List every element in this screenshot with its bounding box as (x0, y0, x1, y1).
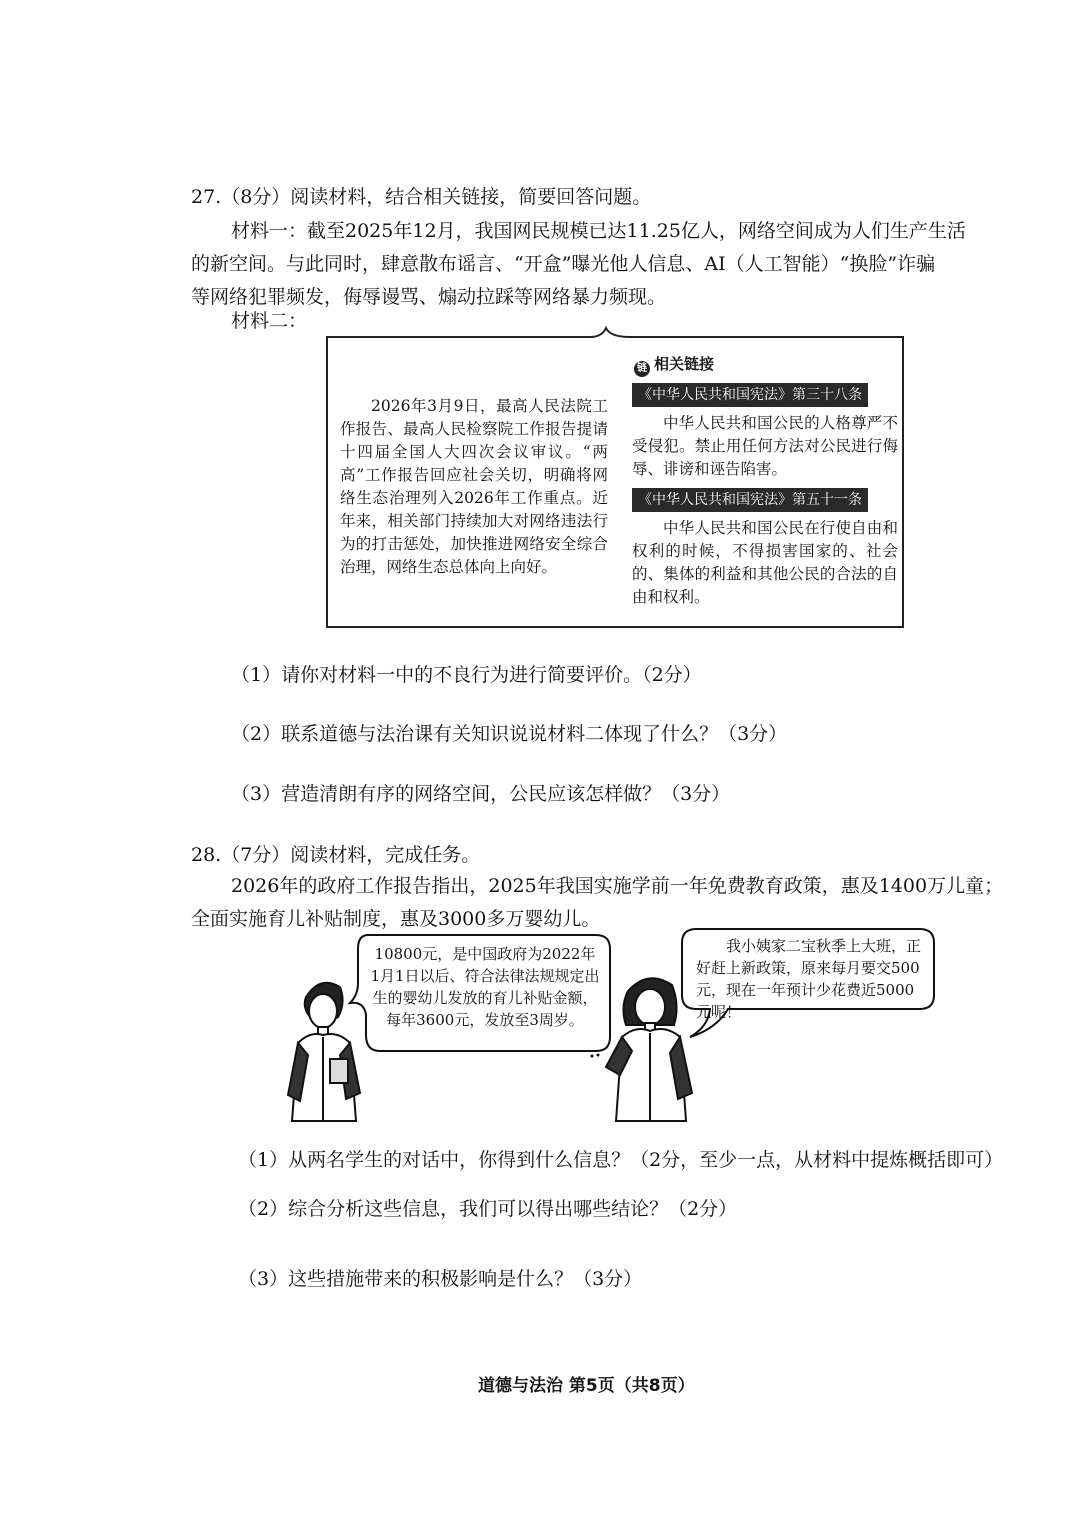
law1-block (632, 383, 898, 481)
girl-bubble-text: 我小姨家二宝秋季上大班，正好赶上新政策，原来每月要交500元，现在一年预计少花费近5000元呢！ (696, 937, 922, 1021)
law1-header: 《中华人民共和国宪法》第三十八条 (632, 383, 868, 407)
material2-label: 材料二： (231, 310, 308, 332)
q28-sub-question-3: （3）这些措施带来的积极影响是什么？（3分） (238, 1268, 643, 1290)
q28-material-line-2: 全面实施育儿补贴制度，惠及3000多万婴幼儿。 (191, 908, 601, 930)
q28-sub-question-2: （2）综合分析这些信息，我们可以得出哪些结论？（2分） (238, 1198, 738, 1220)
q27-sub-question-1: （1）请你对材料一中的不良行为进行简要评价。（2分） (231, 664, 702, 686)
girl-student-figure (606, 978, 692, 1121)
page-footer: 道德与法治 第5页（共8页） (478, 1376, 695, 1396)
related-link-title (634, 354, 714, 377)
law2-header: 《中华人民共和国宪法》第五十一条 (632, 488, 868, 512)
material1-line-3: 等网络犯罪频发，侮辱谩骂、煽动拉踩等网络暴力频现。 (191, 286, 667, 308)
q27-material1 (191, 215, 1011, 314)
q28-sub-question-1: （1）从两名学生的对话中，你得到什么信息？（2分，至少一点，从材料中提炼概括即可） (238, 1149, 1004, 1171)
q27-sub-question-2: （2）联系道德与法治课有关知识说说材料二体现了什么？（3分） (231, 723, 788, 745)
material1-line-1: 材料一：截至2025年12月，我国网民规模已达11.25亿人，网络空间成为人们生产生活 (231, 220, 966, 242)
law2-block (632, 488, 898, 609)
q28-heading: 28.（7分）阅读材料，完成任务。 (191, 844, 481, 866)
related-link-label: 相关链接 (654, 355, 715, 373)
link-icon: 链 (634, 361, 650, 377)
gesture-mark (597, 1054, 600, 1057)
law2-text: 中华人民共和国公民在行使自由和权利的时候，不得损害国家的、社会的、集体的利益和其他公民的合法的自由和权利。 (632, 519, 898, 606)
box-notch (590, 326, 630, 350)
law1-text: 中华人民共和国公民的人格尊严不受侵犯。禁止用任何方法对公民进行侮辱、诽谤和诬告陷害。 (632, 414, 898, 478)
q27-sub-question-3: （3）营造清朗有序的网络空间，公民应该怎样做？（3分） (231, 783, 731, 805)
q28-material-line-1: 2026年的政府工作报告指出，2025年我国实施学前一年免费教育政策，惠及1400万儿童； (231, 875, 1004, 897)
q27-heading: 27.（8分）阅读材料，结合相关链接，简要回答问题。 (191, 186, 652, 208)
material2-text: 2026年3月9日，最高人民法院工作报告、最高人民检察院工作报告提请十四届全国人大四次会议审议。“两高”工作报告回应社会关切，明确将网络生态治理列入2026年工作重点。近年来，相关部门持续加大对网络违法行为的打击惩处，加快推进网络安全综合治理，网络生态总体向上向好。 (340, 397, 608, 576)
material1-line-2: 的新空间。与此同时，肆意散布谣言、“开盒”曝光他人信息、AI（人工智能）“换脸”诈骗 (191, 253, 936, 275)
boy-bubble-text: 10800元，是中国政府为2022年1月1日以后、符合法律法规规定出生的婴幼儿发放的育儿补贴金额，每年3600元，发放至3周岁。 (370, 945, 600, 1029)
